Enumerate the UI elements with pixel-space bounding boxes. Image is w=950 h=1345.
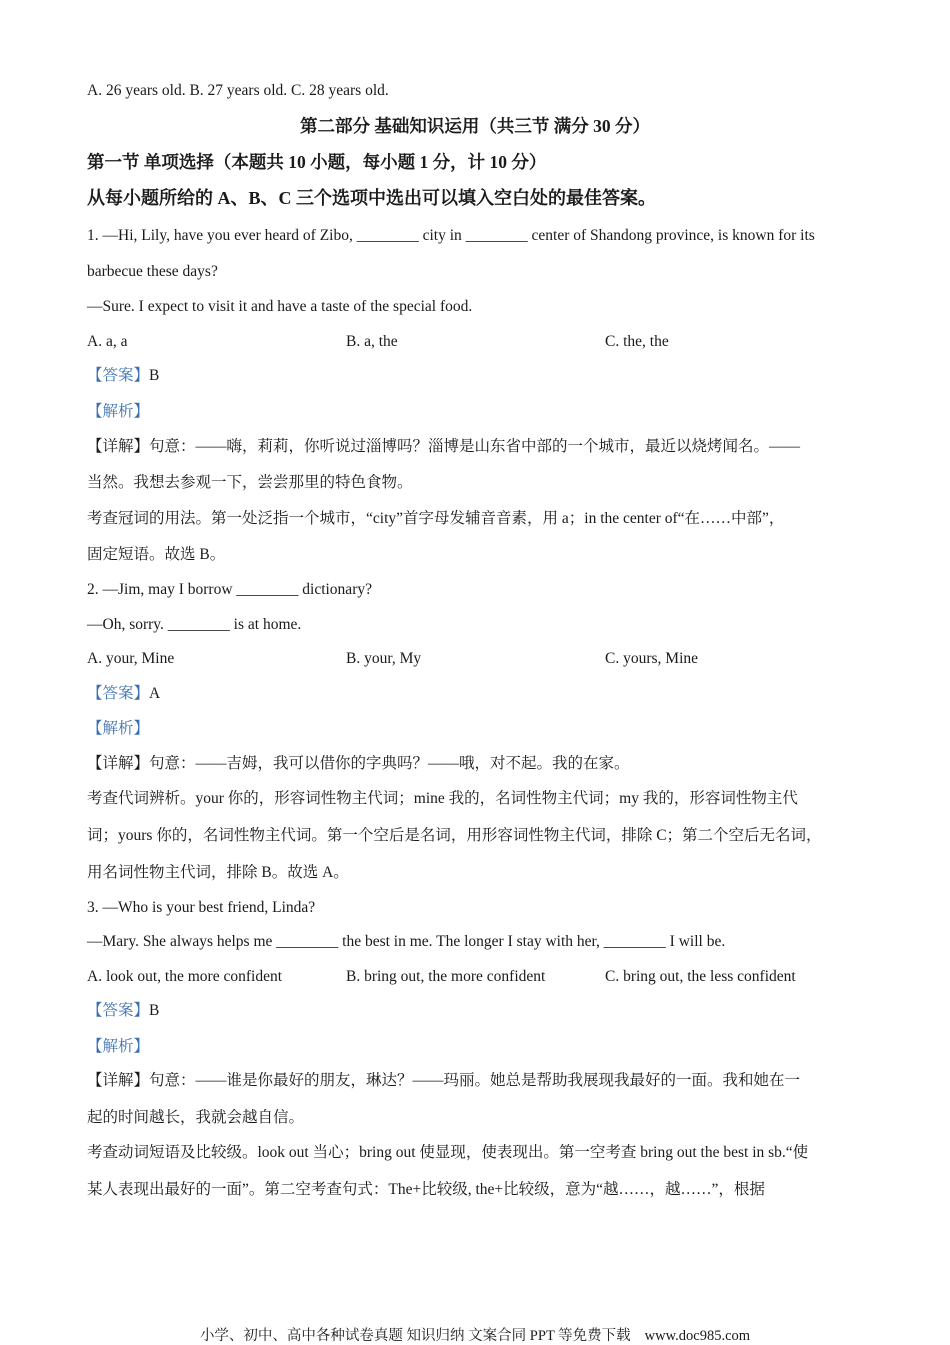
- q2-answer: [87, 684, 160, 704]
- q2-detail-line-4: 用名词性物主代词，排除 B。故选 A。: [87, 864, 349, 881]
- instructions: 从每小题所给的 A、B、C 三个选项中选出可以填入空白处的最佳答案。: [87, 188, 657, 208]
- q3-detail-line-1: 【详解】句意：——谁是你最好的朋友，琳达？——玛丽。她总是帮助我展现我最好的一面。我和她在一: [87, 1072, 801, 1089]
- footer-url[interactable]: www.doc985.com: [644, 1328, 751, 1344]
- answer-value: B: [149, 1002, 160, 1019]
- q3-stem-line-1: 3. —Who is your best friend, Linda?: [87, 899, 316, 916]
- q1-analysis-tag: 【解析】: [87, 403, 150, 420]
- answer-tag: 【答案】: [87, 367, 150, 384]
- footer-text: 小学、初中、高中各种试卷真题 知识归纳 文案合同 PPT 等免费下载: [199, 1328, 631, 1344]
- q1-stem-line-1: 1. —Hi, Lily, have you ever heard of Zibo, ________ city in ________ center of Shandong province, is known for its: [87, 227, 815, 244]
- q3-analysis-tag: 【解析】: [87, 1038, 150, 1055]
- q2-option-c: C. yours, Mine: [605, 650, 698, 667]
- q2-option-a: A. your, Mine: [87, 650, 175, 667]
- q3-detail-line-2: 起的时间越长，我就会越自信。: [87, 1109, 305, 1126]
- q3-stem-line-2: —Mary. She always helps me ________ the best in me. The longer I stay with her, ________ I will be.: [87, 933, 726, 950]
- q1-option-c: C. the, the: [605, 333, 669, 350]
- q3-option-c: C. bring out, the less confident: [605, 968, 796, 985]
- answer-tag: 【答案】: [87, 685, 150, 702]
- q2-stem-line-1: 2. —Jim, may I borrow ________ dictionary?: [87, 581, 372, 598]
- answer-value: B: [149, 367, 160, 384]
- q2-detail-line-2: 考查代词辨析。your 你的，形容词性物主代词；mine 我的，名词性物主代词；my 我的，形容词性物主代: [87, 790, 798, 807]
- page-footer: [0, 1324, 950, 1345]
- q1-option-b: B. a, the: [346, 333, 398, 350]
- answer-value: A: [149, 685, 161, 702]
- q3-detail-line-4: 某人表现出最好的一面”。第二空考查句式：The+比较级, the+比较级，意为“越……，越……”，根据: [87, 1181, 765, 1198]
- q1-stem-line-2: barbecue these days?: [87, 263, 218, 280]
- q1-detail-line-4: 固定短语。故选 B。: [87, 546, 226, 563]
- q3-option-b: B. bring out, the more confident: [346, 968, 546, 985]
- q2-stem-line-2: —Oh, sorry. ________ is at home.: [87, 616, 302, 633]
- q1-detail-line-2: 当然。我想去参观一下，尝尝那里的特色食物。: [87, 474, 413, 491]
- q1-answer: [87, 366, 159, 386]
- q2-detail-line-3: 词；yours 你的，名词性物主代词。第一个空后是名词，用形容词性物主代词，排除 C；第二个空后无名词，: [87, 827, 822, 844]
- q2-analysis-tag: 【解析】: [87, 720, 150, 737]
- q1-detail-line-1: 【详解】句意：——嗨，莉莉，你听说过淄博吗？淄博是山东省中部的一个城市，最近以烧烤闻名。——: [87, 438, 801, 455]
- q3-answer: [87, 1001, 159, 1021]
- q2-detail-line-1: 【详解】句意：——吉姆，我可以借你的字典吗？——哦，对不起。我的在家。: [87, 755, 630, 772]
- previous-question-options: A. 26 years old. B. 27 years old. C. 28 years old.: [87, 82, 389, 99]
- q3-detail-line-3: 考查动词短语及比较级。look out 当心；bring out 使显现，使表现出。第一空考查 bring out the best in sb.“使: [87, 1144, 809, 1161]
- part-heading: 第二部分 基础知识运用（共三节 满分 30 分）: [300, 116, 650, 136]
- answer-tag: 【答案】: [87, 1002, 150, 1019]
- q1-detail-line-3: 考查冠词的用法。第一处泛指一个城市，“city”首字母发辅音音素，用 a；in the center of“在……中部”，: [87, 510, 785, 527]
- q2-option-b: B. your, My: [346, 650, 422, 667]
- q1-stem-line-3: —Sure. I expect to visit it and have a taste of the special food.: [87, 298, 473, 315]
- section-heading: 第一节 单项选择（本题共 10 小题，每小题 1 分，计 10 分）: [87, 152, 547, 172]
- q1-option-a: A. a, a: [87, 333, 128, 350]
- q3-option-a: A. look out, the more confident: [87, 968, 282, 985]
